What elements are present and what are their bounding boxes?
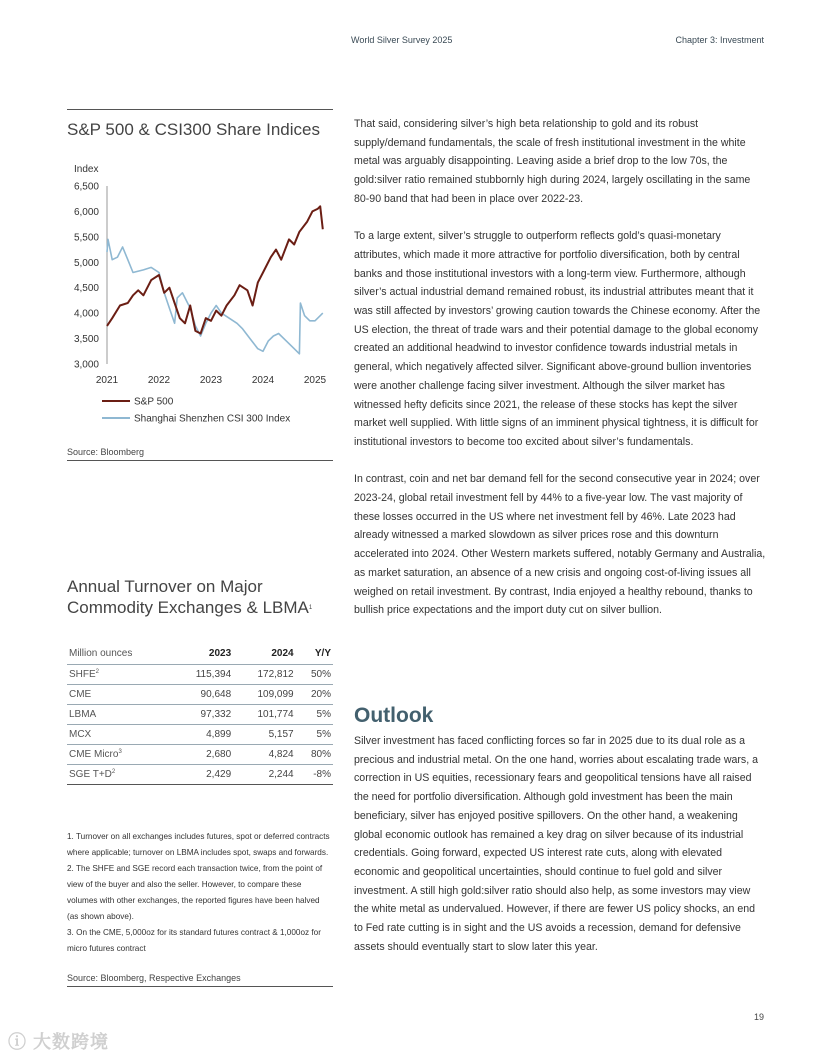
paragraph: Silver investment has faced conflicting forces so far in 2025 due to its dual role as a precious and industrial metal. On the one hand, worries about escalating trade wars, a correction in US equities, recessionary fears and geopolitical tensions have all raised the need for portfolio diversification. Although gold investment has been the main beneficiary, silver has enjoyed positive spillovers. On the other hand, a weakening global economic outlook has remained a key drag on silver because of its industrial credentials. Going forward, expected US interest rate cuts, along with elevated economic and geopolitical uncertainties, should continue to fuel gold and silver investment. A still high gold:silver ratio should also help, as some investors may view the white metal as undervalued. However, if there are fewer US policy shocks, an end to Fed rate cutting is in sight and the US avoids a recession, demand for defensive assets should eventually start to slow later this year. (354, 735, 758, 953)
y-tick-label: 4,500 (73, 283, 99, 295)
legend-label: S&P 500 (134, 396, 174, 408)
table-panel (67, 576, 333, 987)
table-header-row: Million ounces 2023 2024 Y/Y (67, 644, 333, 664)
table-row: SGE $T+D^2$ 2,429 2,244 -8% (67, 764, 333, 784)
y-tick-label: 5,500 (73, 232, 99, 244)
line-chart (60, 155, 340, 435)
chart-source: Source: Bloomberg (67, 447, 145, 457)
table-row: CME 90,648 109,099 20% (67, 684, 333, 704)
table-row: SHFE$^2$ 115,394 172,812 50% (67, 664, 333, 684)
y-tick-label: 6,500 (73, 181, 99, 193)
table-row: MCX 4,899 5,157 5% (67, 724, 333, 744)
page-number: 19 (753, 1012, 764, 1022)
paragraph: To a large extent, silver’s struggle to outperform reflects gold’s quasi-monetary attributes, which made it more attractive for portfolio diversification, both by central banks and those institutional investors with a long-term view. Furthermore, although silver’s actual industrial demand remained robust, its industrial attributes meant that it was still affected by investors’ growing caution towards the Chinese economy. After the US election, the threat of trade wars and their potential damage to the global economy created an additional headwind to investor confidence towards industrial metals in general, which negatively affected silver. Significant above-ground bullion inventories were another challenge facing silver investment. Although the silver market has witnessed hefty deficits since 2021, the release of these stocks has kept the silver market well supplied. With little signs of an imminent physical tightness, it is difficult for institutional investors to become too excited about silver’s fundamentals. (354, 230, 761, 448)
y-tick-label: 4,000 (73, 308, 99, 320)
watermark-logo: ⓘ 大数跨境 (8, 1032, 110, 1052)
chapter-title: Chapter 3: Investment (675, 35, 764, 45)
paragraph: In contrast, coin and net bar demand fell for the second consecutive year in 2024; over 2023-24, global retail investment fell by 44% to a five-year low. The vast majority of these losses occurred in the US where net investment fell by 46%. Late 2023 had already witnessed a marked slowdown as silver prices rose and this downturn accelerated into 2024. Other Western markets suffered, notably Germany and Australia, as market saturation, an absence of a new crisis and ongoing cost-of-living issues all weighed on retail investment. By contrast, India enjoyed a healthy rebound, thanks to bullish price expectations and the import duty cut on silver bullion. (354, 473, 766, 617)
y-tick-label: 3,000 (73, 359, 99, 371)
x-tick-label: 2024 (251, 375, 275, 386)
legend-label: Shanghai Shenzhen CSI 300 Index (134, 413, 291, 425)
body-column-top (354, 115, 766, 639)
footnote: 3. On the CME, 5,000oz for its standard futures contract & 1,000oz for micro futures contract (67, 927, 321, 953)
table-row: LBMA 97,332 101,774 5% (67, 704, 333, 724)
y-tick-label: 5,000 (73, 257, 99, 269)
chart-title: S&P 500 & CSI300 Share Indices (67, 120, 320, 139)
y-axis-label: Index (74, 164, 99, 175)
section-heading-outlook: Outlook (354, 704, 434, 727)
table-title: Annual Turnover on Major Commodity Exchanges & LBMA$^1$ (67, 577, 313, 617)
footnote: 1. Turnover on all exchanges includes futures, spot or deferred contracts where applicable; turnover on LBMA includes spot, swaps and forwards. (67, 831, 330, 857)
footnote: 2. The SHFE and SGE record each transaction twice, from the point of view of the buyer and also the seller. However, to compare these volumes with other exchanges, the reported figures have been halved (as shown above). (67, 863, 323, 921)
csi300-line (107, 239, 323, 353)
table-source: Source: Bloomberg, Respective Exchanges (67, 973, 333, 987)
turnover-table (67, 644, 333, 785)
y-tick-label: 3,500 (73, 334, 99, 346)
x-tick-label: 2022 (147, 375, 171, 386)
x-tick-label: 2023 (199, 375, 223, 386)
x-tick-label: 2021 (95, 375, 119, 386)
publication-title: World Silver Survey 2025 (351, 35, 453, 45)
table-row: CME Micro$^3$ 2,680 4,824 80% (67, 744, 333, 764)
x-tick-label: 2025 (303, 375, 327, 386)
body-column-outlook (354, 732, 766, 975)
y-tick-label: 6,000 (73, 206, 99, 218)
table-footnotes (67, 829, 333, 957)
sp500-line (107, 206, 323, 333)
paragraph: That said, considering silver’s high beta relationship to gold and its robust supply/demand fundamentals, the scale of fresh institutional investment in the white metal was arguably disappointing. Leaving aside a brief drop to the low 70s, the gold:silver ratio remained stubbornly high during 2024, largely oscillating in the same 80-90 band that had been in place over 2022-23. (354, 118, 751, 205)
